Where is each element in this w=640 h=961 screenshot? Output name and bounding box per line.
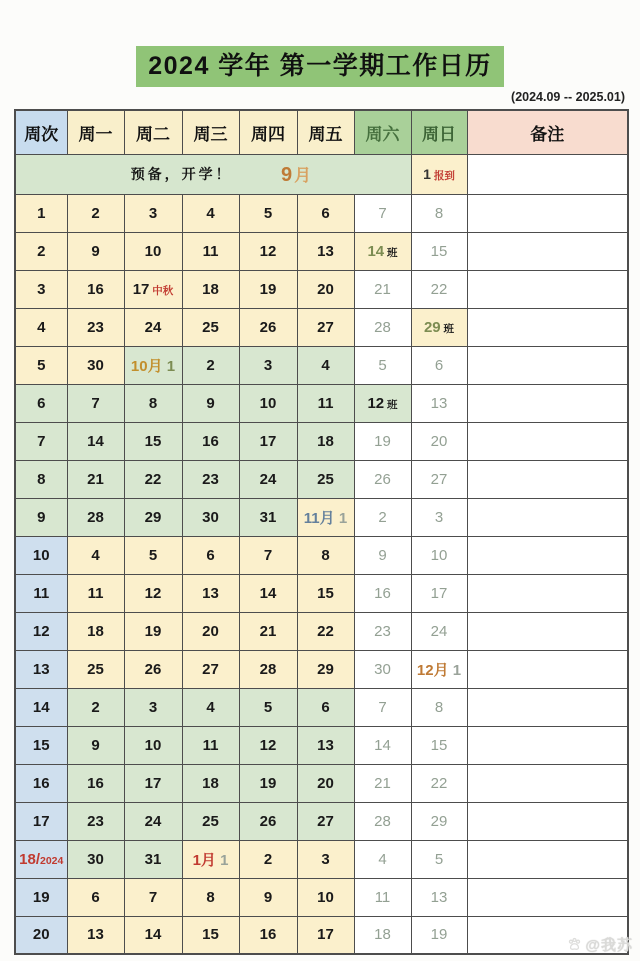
remark-cell (467, 764, 628, 802)
tuesday-cell: 24 (124, 802, 182, 840)
date-range: (2024.09 -- 2025.01) (511, 90, 625, 104)
friday-cell: 6 (297, 194, 354, 232)
week-number-cell: 2 (15, 232, 67, 270)
remark-cell (467, 498, 628, 536)
friday-cell: 20 (297, 764, 354, 802)
remark-cell (467, 346, 628, 384)
wednesday-cell: 11 (182, 232, 239, 270)
wednesday-cell: 1月 1 (182, 840, 239, 878)
thursday-cell: 19 (239, 270, 297, 308)
table-row (15, 422, 628, 460)
remark-cell (467, 154, 628, 194)
sunday-cell: 15 (411, 726, 467, 764)
week-number-cell: 19 (15, 878, 67, 916)
back-to-school-note: 预备，开学！ (130, 166, 233, 182)
thursday-cell: 10 (239, 384, 297, 422)
wednesday-cell: 23 (182, 460, 239, 498)
remark-cell (467, 612, 628, 650)
friday-cell: 20 (297, 270, 354, 308)
saturday-cell: 23 (354, 612, 411, 650)
sunday-cell: 22 (411, 270, 467, 308)
table-row (15, 384, 628, 422)
sunday-cell: 13 (411, 878, 467, 916)
week-number-cell: 10 (15, 536, 67, 574)
wednesday-cell: 15 (182, 916, 239, 954)
friday-cell: 27 (297, 802, 354, 840)
sunday-cell: 3 (411, 498, 467, 536)
saturday-cell: 7 (354, 194, 411, 232)
sunday-cell: 8 (411, 194, 467, 232)
wednesday-cell: 9 (182, 384, 239, 422)
remark-cell (467, 270, 628, 308)
watermark-text: @我苏 (585, 937, 633, 954)
remark-cell (467, 194, 628, 232)
thursday-cell: 28 (239, 650, 297, 688)
thursday-cell: 3 (239, 346, 297, 384)
sunday-cell: 20 (411, 422, 467, 460)
remark-cell (467, 802, 628, 840)
tuesday-cell: 15 (124, 422, 182, 460)
tuesday-cell: 24 (124, 308, 182, 346)
monday-cell: 21 (67, 460, 124, 498)
wednesday-cell: 30 (182, 498, 239, 536)
tuesday-cell: 22 (124, 460, 182, 498)
sunday-cell: 8 (411, 688, 467, 726)
saturday-cell: 30 (354, 650, 411, 688)
monday-cell: 9 (67, 726, 124, 764)
wednesday-cell: 20 (182, 612, 239, 650)
wednesday-cell: 2 (182, 346, 239, 384)
header-tuesday: 周二 (124, 110, 182, 154)
remark-cell (467, 840, 628, 878)
thursday-cell: 26 (239, 802, 297, 840)
header-thursday: 周四 (239, 110, 297, 154)
september-label: 9 月 (281, 164, 312, 186)
saturday-cell: 28 (354, 308, 411, 346)
header-friday: 周五 (297, 110, 354, 154)
thursday-cell: 17 (239, 422, 297, 460)
saturday-cell: 12 班 (354, 384, 411, 422)
sunday-cell: 5 (411, 840, 467, 878)
semester-calendar-table (14, 109, 629, 955)
thursday-cell: 16 (239, 916, 297, 954)
friday-cell: 22 (297, 612, 354, 650)
week-number-cell: 13 (15, 650, 67, 688)
saturday-cell: 21 (354, 270, 411, 308)
tuesday-cell: 19 (124, 612, 182, 650)
friday-cell: 10 (297, 878, 354, 916)
monday-cell: 14 (67, 422, 124, 460)
week-number-cell: 7 (15, 422, 67, 460)
week-number-cell: 6 (15, 384, 67, 422)
week-number-cell: 11 (15, 574, 67, 612)
monday-cell: 30 (67, 840, 124, 878)
friday-cell: 6 (297, 688, 354, 726)
table-row (15, 194, 628, 232)
sunday-cell: 24 (411, 612, 467, 650)
wednesday-cell: 25 (182, 308, 239, 346)
thursday-cell: 12 (239, 232, 297, 270)
wednesday-cell: 4 (182, 194, 239, 232)
week-number-cell: 16 (15, 764, 67, 802)
header-saturday: 周六 (354, 110, 411, 154)
friday-cell: 3 (297, 840, 354, 878)
tuesday-cell: 8 (124, 384, 182, 422)
watermark (566, 934, 633, 955)
wednesday-cell: 8 (182, 878, 239, 916)
monday-cell: 6 (67, 878, 124, 916)
thursday-cell: 31 (239, 498, 297, 536)
header-week-number: 周次 (15, 110, 67, 154)
sunday-cell: 15 (411, 232, 467, 270)
week-number-cell: 3 (15, 270, 67, 308)
monday-cell: 25 (67, 650, 124, 688)
tuesday-cell: 10月 1 (124, 346, 182, 384)
wednesday-cell: 11 (182, 726, 239, 764)
wednesday-cell: 4 (182, 688, 239, 726)
friday-cell: 13 (297, 232, 354, 270)
page-title: 2024 学年 第一学期工作日历 (136, 46, 504, 87)
saturday-cell: 26 (354, 460, 411, 498)
table-row (15, 612, 628, 650)
monday-cell: 28 (67, 498, 124, 536)
tuesday-cell: 3 (124, 688, 182, 726)
saturday-cell: 5 (354, 346, 411, 384)
friday-cell: 8 (297, 536, 354, 574)
friday-cell: 15 (297, 574, 354, 612)
thursday-cell: 7 (239, 536, 297, 574)
remark-cell (467, 308, 628, 346)
wednesday-cell: 27 (182, 650, 239, 688)
sunday-cell: 17 (411, 574, 467, 612)
sunday-cell: 6 (411, 346, 467, 384)
week-number-cell: 5 (15, 346, 67, 384)
monday-cell: 13 (67, 916, 124, 954)
tuesday-cell: 3 (124, 194, 182, 232)
remark-cell (467, 688, 628, 726)
remark-cell (467, 650, 628, 688)
month-row (15, 154, 628, 194)
paw-icon (566, 936, 583, 953)
week-number-cell: 18/2024 (15, 840, 67, 878)
table-row (15, 308, 628, 346)
table-row (15, 460, 628, 498)
saturday-cell: 2 (354, 498, 411, 536)
tuesday-cell: 17 (124, 764, 182, 802)
table-row (15, 536, 628, 574)
table-row (15, 574, 628, 612)
table-row (15, 270, 628, 308)
friday-cell: 25 (297, 460, 354, 498)
saturday-cell: 28 (354, 802, 411, 840)
wednesday-cell: 16 (182, 422, 239, 460)
tuesday-cell: 17 中秋 (124, 270, 182, 308)
thursday-cell: 19 (239, 764, 297, 802)
friday-cell: 11月 1 (297, 498, 354, 536)
monday-cell: 4 (67, 536, 124, 574)
thursday-cell: 2 (239, 840, 297, 878)
wednesday-cell: 18 (182, 270, 239, 308)
friday-cell: 13 (297, 726, 354, 764)
header-wednesday: 周三 (182, 110, 239, 154)
thursday-cell: 21 (239, 612, 297, 650)
header-sunday: 周日 (411, 110, 467, 154)
tuesday-cell: 10 (124, 232, 182, 270)
sunday-cell: 10 (411, 536, 467, 574)
friday-cell: 29 (297, 650, 354, 688)
remark-cell (467, 384, 628, 422)
sunday-cell: 13 (411, 384, 467, 422)
monday-cell: 23 (67, 802, 124, 840)
monday-cell: 7 (67, 384, 124, 422)
friday-cell: 18 (297, 422, 354, 460)
thursday-cell: 5 (239, 194, 297, 232)
monday-cell: 11 (67, 574, 124, 612)
sunday-cell: 19 (411, 916, 467, 954)
thursday-cell: 12 (239, 726, 297, 764)
wednesday-cell: 25 (182, 802, 239, 840)
tuesday-cell: 14 (124, 916, 182, 954)
table-row (15, 764, 628, 802)
saturday-cell: 14 (354, 726, 411, 764)
table-row (15, 346, 628, 384)
saturday-cell: 16 (354, 574, 411, 612)
week-number-cell: 14 (15, 688, 67, 726)
week-number-cell: 9 (15, 498, 67, 536)
table-row (15, 232, 628, 270)
thursday-cell: 24 (239, 460, 297, 498)
table-row (15, 498, 628, 536)
remark-cell (467, 460, 628, 498)
friday-cell: 11 (297, 384, 354, 422)
week-number-cell: 15 (15, 726, 67, 764)
tuesday-cell: 12 (124, 574, 182, 612)
table-row (15, 650, 628, 688)
monday-cell: 2 (67, 194, 124, 232)
week-number-cell: 20 (15, 916, 67, 954)
header-remark: 备注 (467, 110, 628, 154)
header-monday: 周一 (67, 110, 124, 154)
remark-cell (467, 574, 628, 612)
calendar-body (15, 154, 628, 954)
monday-cell: 23 (67, 308, 124, 346)
week-number-cell: 4 (15, 308, 67, 346)
saturday-cell: 18 (354, 916, 411, 954)
monday-cell: 18 (67, 612, 124, 650)
week-number-cell: 17 (15, 802, 67, 840)
sunday-cell: 29 (411, 802, 467, 840)
sunday-cell: 22 (411, 764, 467, 802)
saturday-cell: 9 (354, 536, 411, 574)
saturday-cell: 7 (354, 688, 411, 726)
tuesday-cell: 29 (124, 498, 182, 536)
monday-cell: 2 (67, 688, 124, 726)
monday-cell: 16 (67, 764, 124, 802)
week-number-cell: 1 (15, 194, 67, 232)
table-row (15, 878, 628, 916)
saturday-cell: 21 (354, 764, 411, 802)
remark-cell (467, 232, 628, 270)
table-row (15, 726, 628, 764)
week-number-cell: 8 (15, 460, 67, 498)
thursday-cell: 14 (239, 574, 297, 612)
thursday-cell: 26 (239, 308, 297, 346)
september-month-cell (15, 154, 411, 194)
tuesday-cell: 10 (124, 726, 182, 764)
remark-cell (467, 536, 628, 574)
saturday-cell: 11 (354, 878, 411, 916)
saturday-cell: 19 (354, 422, 411, 460)
tuesday-cell: 5 (124, 536, 182, 574)
tuesday-cell: 31 (124, 840, 182, 878)
wednesday-cell: 13 (182, 574, 239, 612)
wednesday-cell: 6 (182, 536, 239, 574)
monday-cell: 30 (67, 346, 124, 384)
week-number-cell: 12 (15, 612, 67, 650)
friday-cell: 17 (297, 916, 354, 954)
tuesday-cell: 7 (124, 878, 182, 916)
monday-cell: 9 (67, 232, 124, 270)
sunday-cell: 27 (411, 460, 467, 498)
wednesday-cell: 18 (182, 764, 239, 802)
remark-cell (467, 422, 628, 460)
table-row (15, 916, 628, 954)
thursday-cell: 5 (239, 688, 297, 726)
remark-cell (467, 726, 628, 764)
header-row (15, 110, 628, 154)
friday-cell: 4 (297, 346, 354, 384)
tuesday-cell: 26 (124, 650, 182, 688)
registration-day-cell: 1 报到 (411, 154, 467, 194)
table-row (15, 688, 628, 726)
table-row (15, 840, 628, 878)
sunday-cell: 29 班 (411, 308, 467, 346)
sunday-cell: 12月 1 (411, 650, 467, 688)
saturday-cell: 4 (354, 840, 411, 878)
monday-cell: 16 (67, 270, 124, 308)
remark-cell (467, 878, 628, 916)
friday-cell: 27 (297, 308, 354, 346)
table-row (15, 802, 628, 840)
thursday-cell: 9 (239, 878, 297, 916)
saturday-cell: 14 班 (354, 232, 411, 270)
